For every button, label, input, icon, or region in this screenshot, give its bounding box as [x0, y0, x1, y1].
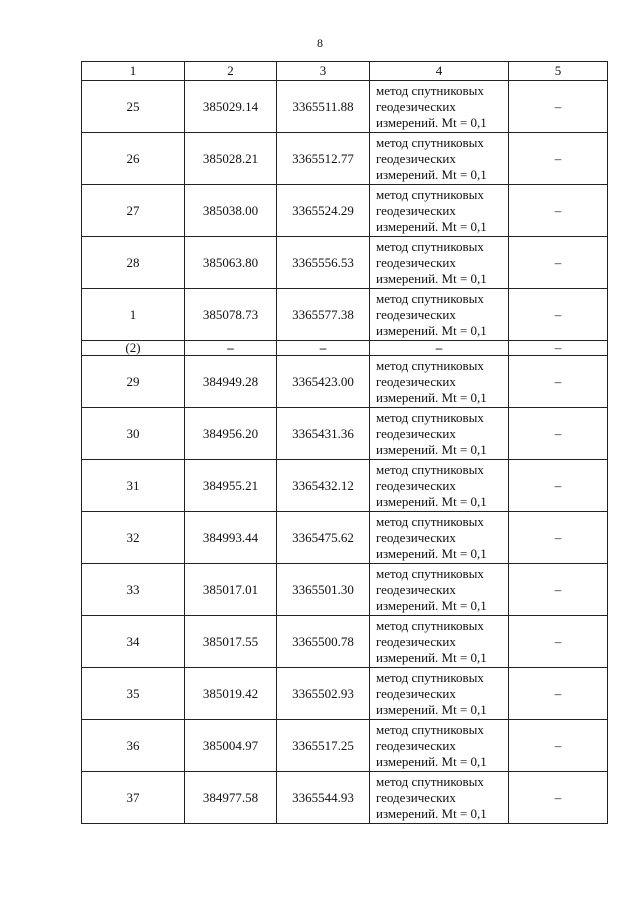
method-cell: [370, 289, 509, 341]
y-coordinate-cell: 3365577.38: [277, 289, 370, 341]
table-row: [82, 289, 608, 341]
y-coordinate-cell: 3365502.93: [277, 668, 370, 720]
table-row: [82, 772, 608, 824]
method-line: геодезических: [376, 633, 456, 649]
method-line: геодезических: [376, 202, 456, 218]
method-cell: [370, 133, 509, 185]
x-coordinate-cell: 385017.01: [185, 564, 277, 616]
point-number-cell: 28: [82, 237, 185, 289]
y-coordinate-cell: 3365511.88: [277, 81, 370, 133]
note-cell: –: [509, 668, 608, 720]
method-cell: [370, 772, 509, 824]
column-header: 3: [277, 62, 370, 81]
point-number-cell: 37: [82, 772, 185, 824]
method-line: метод спутниковых: [376, 669, 484, 685]
note-cell: –: [509, 512, 608, 564]
x-coordinate-cell: 384993.44: [185, 512, 277, 564]
method-line: геодезических: [376, 737, 456, 753]
y-coordinate-cell: 3365431.36: [277, 408, 370, 460]
coordinates-table-body: [82, 62, 608, 824]
note-cell: –: [509, 772, 608, 824]
point-number-cell: 26: [82, 133, 185, 185]
method-cell: [370, 720, 509, 772]
table-row: [82, 408, 608, 460]
column-header: 1: [82, 62, 185, 81]
column-header: 5: [509, 62, 608, 81]
method-cell: [370, 185, 509, 237]
method-line: геодезических: [376, 306, 456, 322]
method-line: метод спутниковых: [376, 513, 484, 529]
method-line: измерений. Mt = 0,1: [376, 753, 487, 769]
x-coordinate-cell: 385004.97: [185, 720, 277, 772]
table-row: [82, 720, 608, 772]
x-coordinate-cell: 385029.14: [185, 81, 277, 133]
note-cell: –: [509, 408, 608, 460]
x-coordinate-cell: 384956.20: [185, 408, 277, 460]
method-cell: [370, 564, 509, 616]
method-line: измерений. Mt = 0,1: [376, 441, 487, 457]
x-coordinate-cell: 385063.80: [185, 237, 277, 289]
column-header: 4: [370, 62, 509, 81]
method-line: измерений. Mt = 0,1: [376, 649, 487, 665]
note-cell: –: [509, 289, 608, 341]
note-cell: –: [509, 81, 608, 133]
method-cell: [370, 81, 509, 133]
point-number-cell: 25: [82, 81, 185, 133]
x-coordinate-cell: 385028.21: [185, 133, 277, 185]
note-cell: –: [509, 616, 608, 668]
y-coordinate-cell: 3365423.00: [277, 356, 370, 408]
note-cell: –: [509, 185, 608, 237]
dash-cell: –: [277, 341, 370, 356]
table-header-row: [82, 62, 608, 81]
method-line: измерений. Mt = 0,1: [376, 218, 487, 234]
method-line: геодезических: [376, 254, 456, 270]
note-cell: –: [509, 356, 608, 408]
method-cell: [370, 237, 509, 289]
method-cell: [370, 356, 509, 408]
note-cell: –: [509, 720, 608, 772]
method-line: геодезических: [376, 373, 456, 389]
table-row: [82, 237, 608, 289]
method-line: измерений. Mt = 0,1: [376, 166, 487, 182]
y-coordinate-cell: 3365524.29: [277, 185, 370, 237]
method-line: геодезических: [376, 150, 456, 166]
table-row: [82, 616, 608, 668]
note-cell: –: [509, 133, 608, 185]
method-line: измерений. Mt = 0,1: [376, 701, 487, 717]
method-line: геодезических: [376, 477, 456, 493]
table-row: [82, 133, 608, 185]
y-coordinate-cell: 3365432.12: [277, 460, 370, 512]
method-line: метод спутниковых: [376, 238, 484, 254]
method-line: метод спутниковых: [376, 357, 484, 373]
y-coordinate-cell: 3365517.25: [277, 720, 370, 772]
dash-cell: –: [509, 341, 608, 356]
table-row: [82, 460, 608, 512]
note-cell: –: [509, 237, 608, 289]
method-line: метод спутниковых: [376, 186, 484, 202]
x-coordinate-cell: 384977.58: [185, 772, 277, 824]
method-line: геодезических: [376, 581, 456, 597]
x-coordinate-cell: 384949.28: [185, 356, 277, 408]
method-cell: [370, 616, 509, 668]
method-line: метод спутниковых: [376, 565, 484, 581]
column-header: 2: [185, 62, 277, 81]
method-line: измерений. Mt = 0,1: [376, 597, 487, 613]
note-cell: –: [509, 564, 608, 616]
x-coordinate-cell: 385017.55: [185, 616, 277, 668]
method-line: метод спутниковых: [376, 617, 484, 633]
table-row: [82, 356, 608, 408]
point-number-cell: 31: [82, 460, 185, 512]
dash-cell: –: [185, 341, 277, 356]
method-cell: [370, 668, 509, 720]
contour-separator-row: [82, 341, 608, 356]
method-line: геодезических: [376, 529, 456, 545]
contour-label-cell: (2): [82, 341, 185, 356]
method-line: геодезических: [376, 98, 456, 114]
y-coordinate-cell: 3365501.30: [277, 564, 370, 616]
point-number-cell: 33: [82, 564, 185, 616]
table-row: [82, 668, 608, 720]
table-row: [82, 512, 608, 564]
point-number-cell: 30: [82, 408, 185, 460]
method-line: измерений. Mt = 0,1: [376, 805, 487, 821]
x-coordinate-cell: 385078.73: [185, 289, 277, 341]
y-coordinate-cell: 3365556.53: [277, 237, 370, 289]
dash-cell: –: [370, 341, 509, 356]
method-cell: [370, 460, 509, 512]
table-row: [82, 81, 608, 133]
method-line: измерений. Mt = 0,1: [376, 270, 487, 286]
table-row: [82, 564, 608, 616]
y-coordinate-cell: 3365475.62: [277, 512, 370, 564]
method-cell: [370, 512, 509, 564]
coordinates-table: [81, 61, 608, 824]
point-number-cell: 34: [82, 616, 185, 668]
y-coordinate-cell: 3365512.77: [277, 133, 370, 185]
method-line: метод спутниковых: [376, 82, 484, 98]
point-number-cell: 1: [82, 289, 185, 341]
point-number-cell: 36: [82, 720, 185, 772]
method-line: геодезических: [376, 789, 456, 805]
page-number: 8: [317, 36, 323, 50]
x-coordinate-cell: 384955.21: [185, 460, 277, 512]
method-cell: [370, 408, 509, 460]
method-line: метод спутниковых: [376, 721, 484, 737]
x-coordinate-cell: 385019.42: [185, 668, 277, 720]
method-line: метод спутниковых: [376, 134, 484, 150]
y-coordinate-cell: 3365544.93: [277, 772, 370, 824]
method-line: метод спутниковых: [376, 290, 484, 306]
x-coordinate-cell: 385038.00: [185, 185, 277, 237]
method-line: метод спутниковых: [376, 461, 484, 477]
method-line: геодезических: [376, 685, 456, 701]
method-line: геодезических: [376, 425, 456, 441]
y-coordinate-cell: 3365500.78: [277, 616, 370, 668]
method-line: измерений. Mt = 0,1: [376, 545, 487, 561]
point-number-cell: 27: [82, 185, 185, 237]
method-line: измерений. Mt = 0,1: [376, 493, 487, 509]
method-line: измерений. Mt = 0,1: [376, 389, 487, 405]
method-line: метод спутниковых: [376, 773, 484, 789]
point-number-cell: 29: [82, 356, 185, 408]
point-number-cell: 32: [82, 512, 185, 564]
method-line: метод спутниковых: [376, 409, 484, 425]
note-cell: –: [509, 460, 608, 512]
point-number-cell: 35: [82, 668, 185, 720]
method-line: измерений. Mt = 0,1: [376, 114, 487, 130]
table-row: [82, 185, 608, 237]
method-line: измерений. Mt = 0,1: [376, 322, 487, 338]
